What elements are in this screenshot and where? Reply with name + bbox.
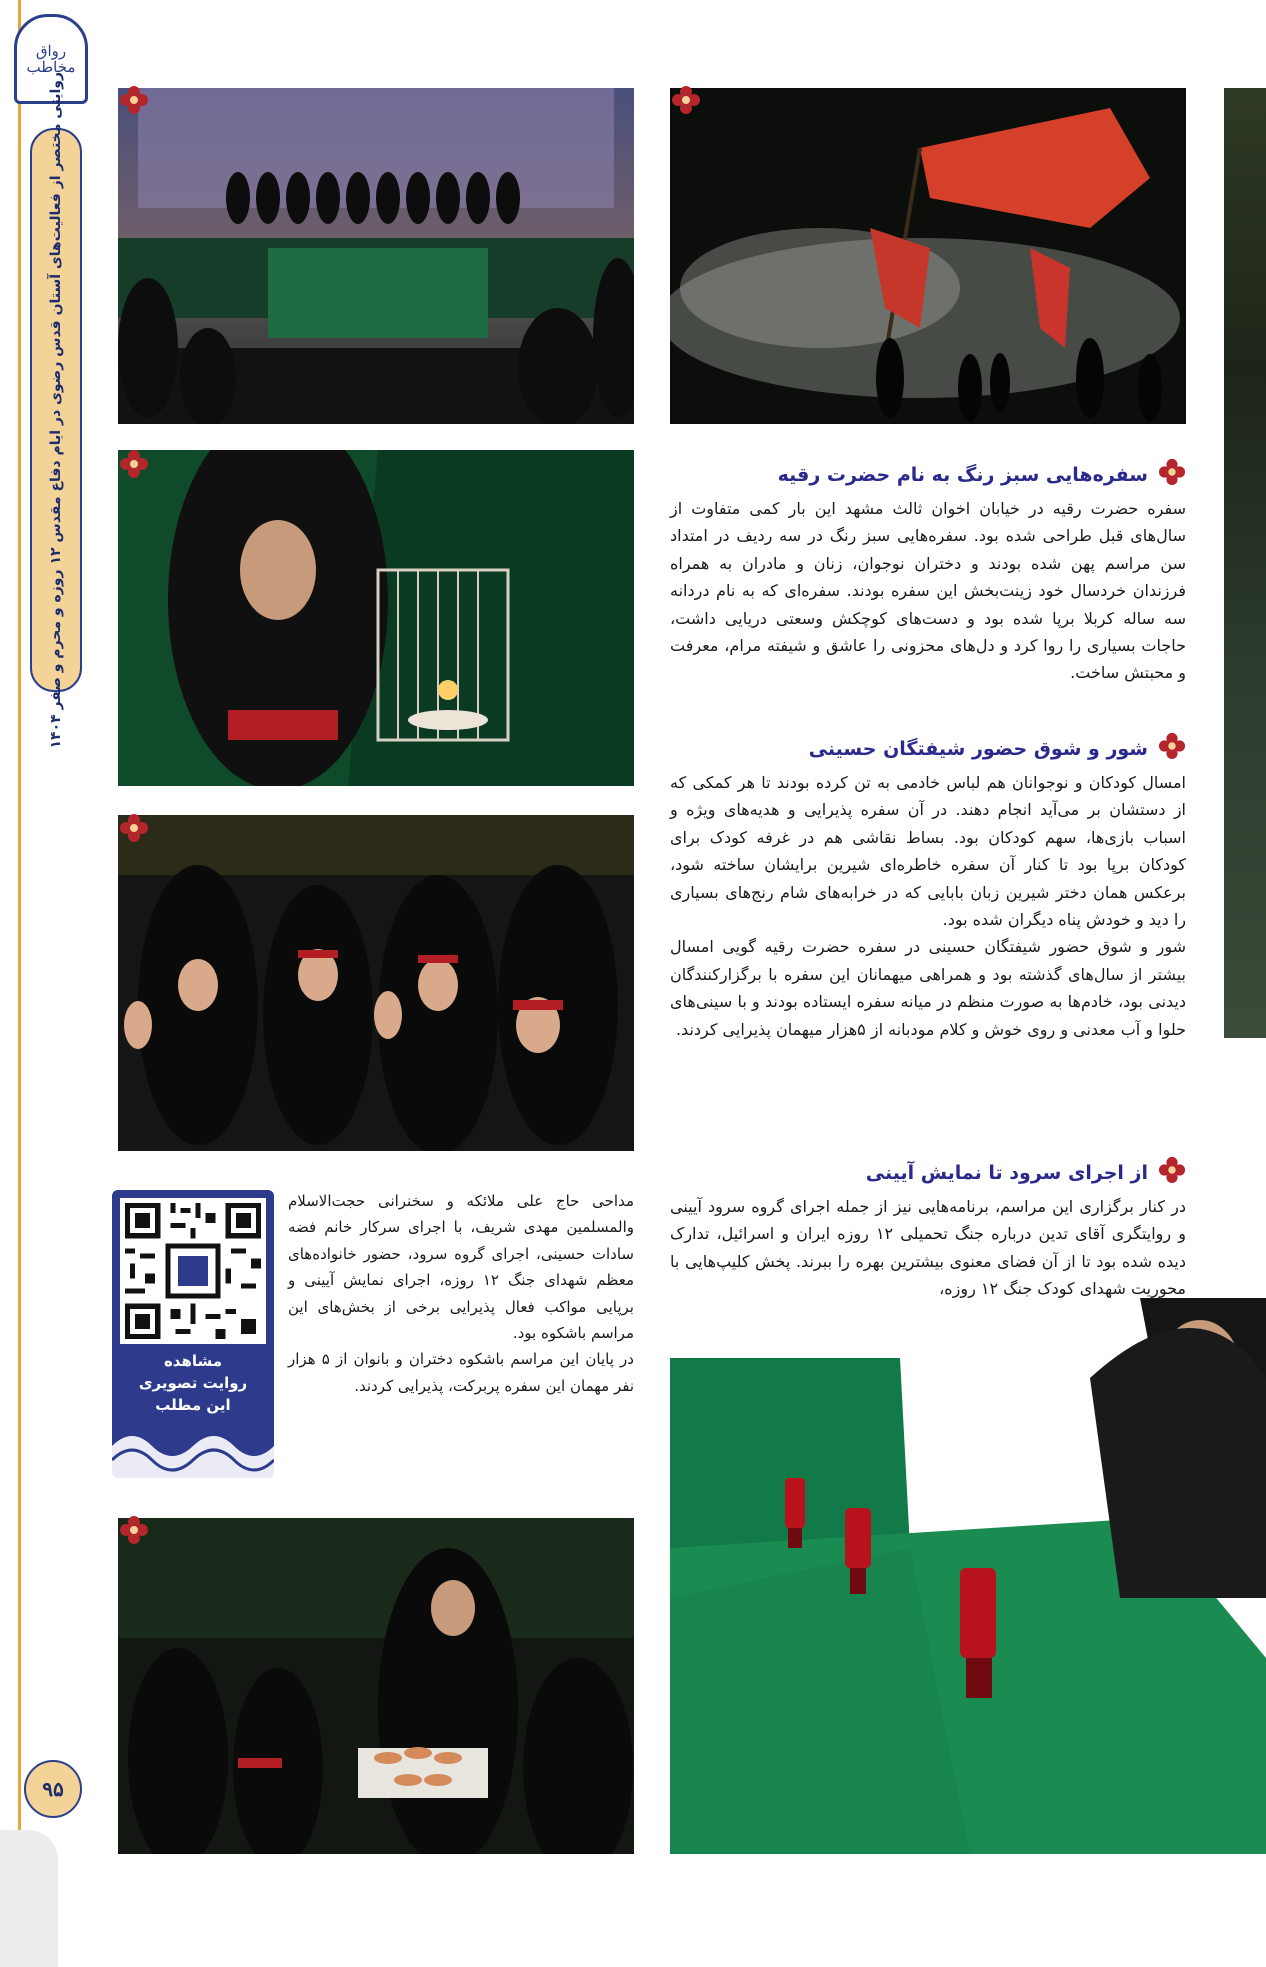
qr-caption bbox=[112, 1350, 274, 1416]
section-paragraph: شور و شوق حضور شیفتگان حسینی در سفره حضرت رقیه گویی امسال بیشتر از سال‌های گذشته بود و همراهی میهمانان این سفره با برگزارکنندگان دیدنی بود، خادم‌ها به صورت منظم در میانه سفره ایستاده بودند و با سینی‌های حلوا و آب معدنی و روی خوش و کلام مودبانه از ۵هزار میهمان پذیرایی کردند. bbox=[670, 937, 1186, 1039]
flower-icon bbox=[1158, 458, 1186, 491]
qr-code-pattern bbox=[120, 1198, 266, 1344]
flower-icon bbox=[670, 84, 702, 116]
bottom-corner-shade bbox=[0, 1830, 58, 1967]
right-edge-photo-strip bbox=[1224, 88, 1266, 1038]
section-heading bbox=[670, 458, 1186, 491]
magazine-logo-text: رواق مخاطب bbox=[26, 41, 76, 76]
section-paragraph: در کنار برگزاری این مراسم، برنامه‌هایی نیز از جمله اجرای گروه سرود آیینی و روایتگری آقای تدین درباره جنگ تحمیلی ۱۲ روزه ایران و اسرائیل، تدارک دیده شده بود تا از آن فضای معنوی بیشترین بهره را ببرند. پخش کلیپ‌هایی با محوریت شهدای کودک جنگ ۱۲ روزه، bbox=[670, 1197, 1187, 1299]
qr-code-card[interactable] bbox=[112, 1190, 274, 1478]
page-number: ۹۵ bbox=[24, 1760, 82, 1818]
section-heading-text: سفره‌هایی سبز رنگ به نام حضرت رقیه bbox=[777, 463, 1148, 486]
section-body bbox=[670, 1193, 1186, 1303]
vertical-title: روایتی مختصر از فعالیت‌های آستان قدس رضوی در ایام دفاع مقدس ۱۲ روزه و محرم و صفر ۱۴۰۴ bbox=[48, 71, 64, 749]
stage-choir-photo bbox=[118, 88, 634, 424]
qr-card-ornament bbox=[112, 1426, 274, 1478]
section-paragraph: مداحی حاج علی ملائکه و سخنرانی حجت‌الاسلام والمسلمین مهدی شریف، با اجرای سرکار خانم فضه سادات حسینی، اجرای گروه سرود، حضور خانواده‌های معظم شهدای جنگ ۱۲ روزه، اجرای نمایش آیینی و برپایی مواکب فعال پذیرایی برخی از بخش‌های این مراسم باشکوه بود. bbox=[288, 1192, 634, 1343]
girls-raising-hands-illustration bbox=[118, 815, 634, 1151]
vertical-title-banner bbox=[30, 71, 82, 749]
section-paragraph: در پایان این مراسم باشکوه دختران و بانوان از ۵ هزار نفر مهمان این سفره پربرکت، پذیرایی کردند. bbox=[288, 1350, 634, 1395]
section-paragraph: سفره حضرت رقیه در خیابان اخوان ثالث مشهد این بار کمی متفاوت از سال‌های قبل طراحی شده بود. سفره‌هایی سبز رنگ در سه ردیف در امتداد سن مراسم پهن شده بودند و دختران نوجوان، زنان و مادران به همراه فرزندان خردسال خود زینت‌بخش این سفره بودند. سفره‌ای که به نام دردانه سه ساله کربلا برپا شده بود و دست‌های کوچکش وسعتی دریایی داشت، حاجات بسیاری را روا کرد و دل‌های محزونی را عاشق و شیفته مرام، معرفت و محبتش ساخت. bbox=[670, 499, 1186, 683]
section-body bbox=[670, 769, 1186, 1043]
flower-icon bbox=[118, 84, 150, 116]
qr-caption-line: این مطلب bbox=[155, 1396, 231, 1414]
stage-choir-illustration bbox=[118, 88, 634, 424]
green-cloth-lanterns-photo bbox=[670, 1298, 1266, 1854]
flower-icon bbox=[118, 448, 150, 480]
girl-candle-cage-illustration bbox=[118, 450, 634, 786]
section-body bbox=[288, 1188, 634, 1399]
section-heading bbox=[670, 732, 1186, 765]
section-green-spreads bbox=[670, 458, 1186, 687]
green-cloth-lanterns-illustration bbox=[670, 1298, 1266, 1854]
section-performances bbox=[670, 1156, 1186, 1303]
flower-icon bbox=[118, 1514, 150, 1546]
section-heading-text: شور و شوق حضور شیفتگان حسینی bbox=[808, 737, 1148, 760]
flower-icon bbox=[1158, 732, 1186, 765]
qr-caption-line: مشاهده bbox=[163, 1352, 223, 1370]
flower-icon bbox=[1158, 1156, 1186, 1189]
section-heading bbox=[670, 1156, 1186, 1189]
section-paragraph: امسال کودکان و نوجوانان هم لباس خادمی به تن کرده بودند تا هر کمکی که از دستشان بر می‌آید انجام دهند. در آن سفره پذیرایی و هدیه‌های ویژه و اسباب بازی‌ها، سهم کودکان بود. بساط نقاشی هم در غرفه کودک برای کودکان برپا بود تا کنار آن سفره خاطره‌ای شیرین برایشان ساخته شود، برعکس همان دختر شیرین زبان بابایی که در خرابه‌های شام رنج‌های بسیاری را دید و خودش پناه دیگران شده بود. bbox=[670, 773, 1186, 930]
night-flags-photo bbox=[670, 88, 1186, 424]
section-enthusiasm bbox=[670, 732, 1186, 1043]
section-program-continued bbox=[288, 1188, 634, 1399]
serving-bowls-illustration bbox=[118, 1518, 634, 1854]
night-flags-illustration bbox=[670, 88, 1186, 424]
section-heading-text: از اجرای سرود تا نمایش آیینی bbox=[865, 1161, 1148, 1184]
girl-candle-cage-photo bbox=[118, 450, 634, 786]
serving-bowls-photo bbox=[118, 1518, 634, 1854]
flower-icon bbox=[118, 812, 150, 844]
girls-raising-hands-photo bbox=[118, 815, 634, 1151]
qr-caption-line: روایت تصویری bbox=[138, 1374, 248, 1392]
section-body bbox=[670, 495, 1186, 687]
qr-code-icon[interactable] bbox=[120, 1198, 266, 1344]
